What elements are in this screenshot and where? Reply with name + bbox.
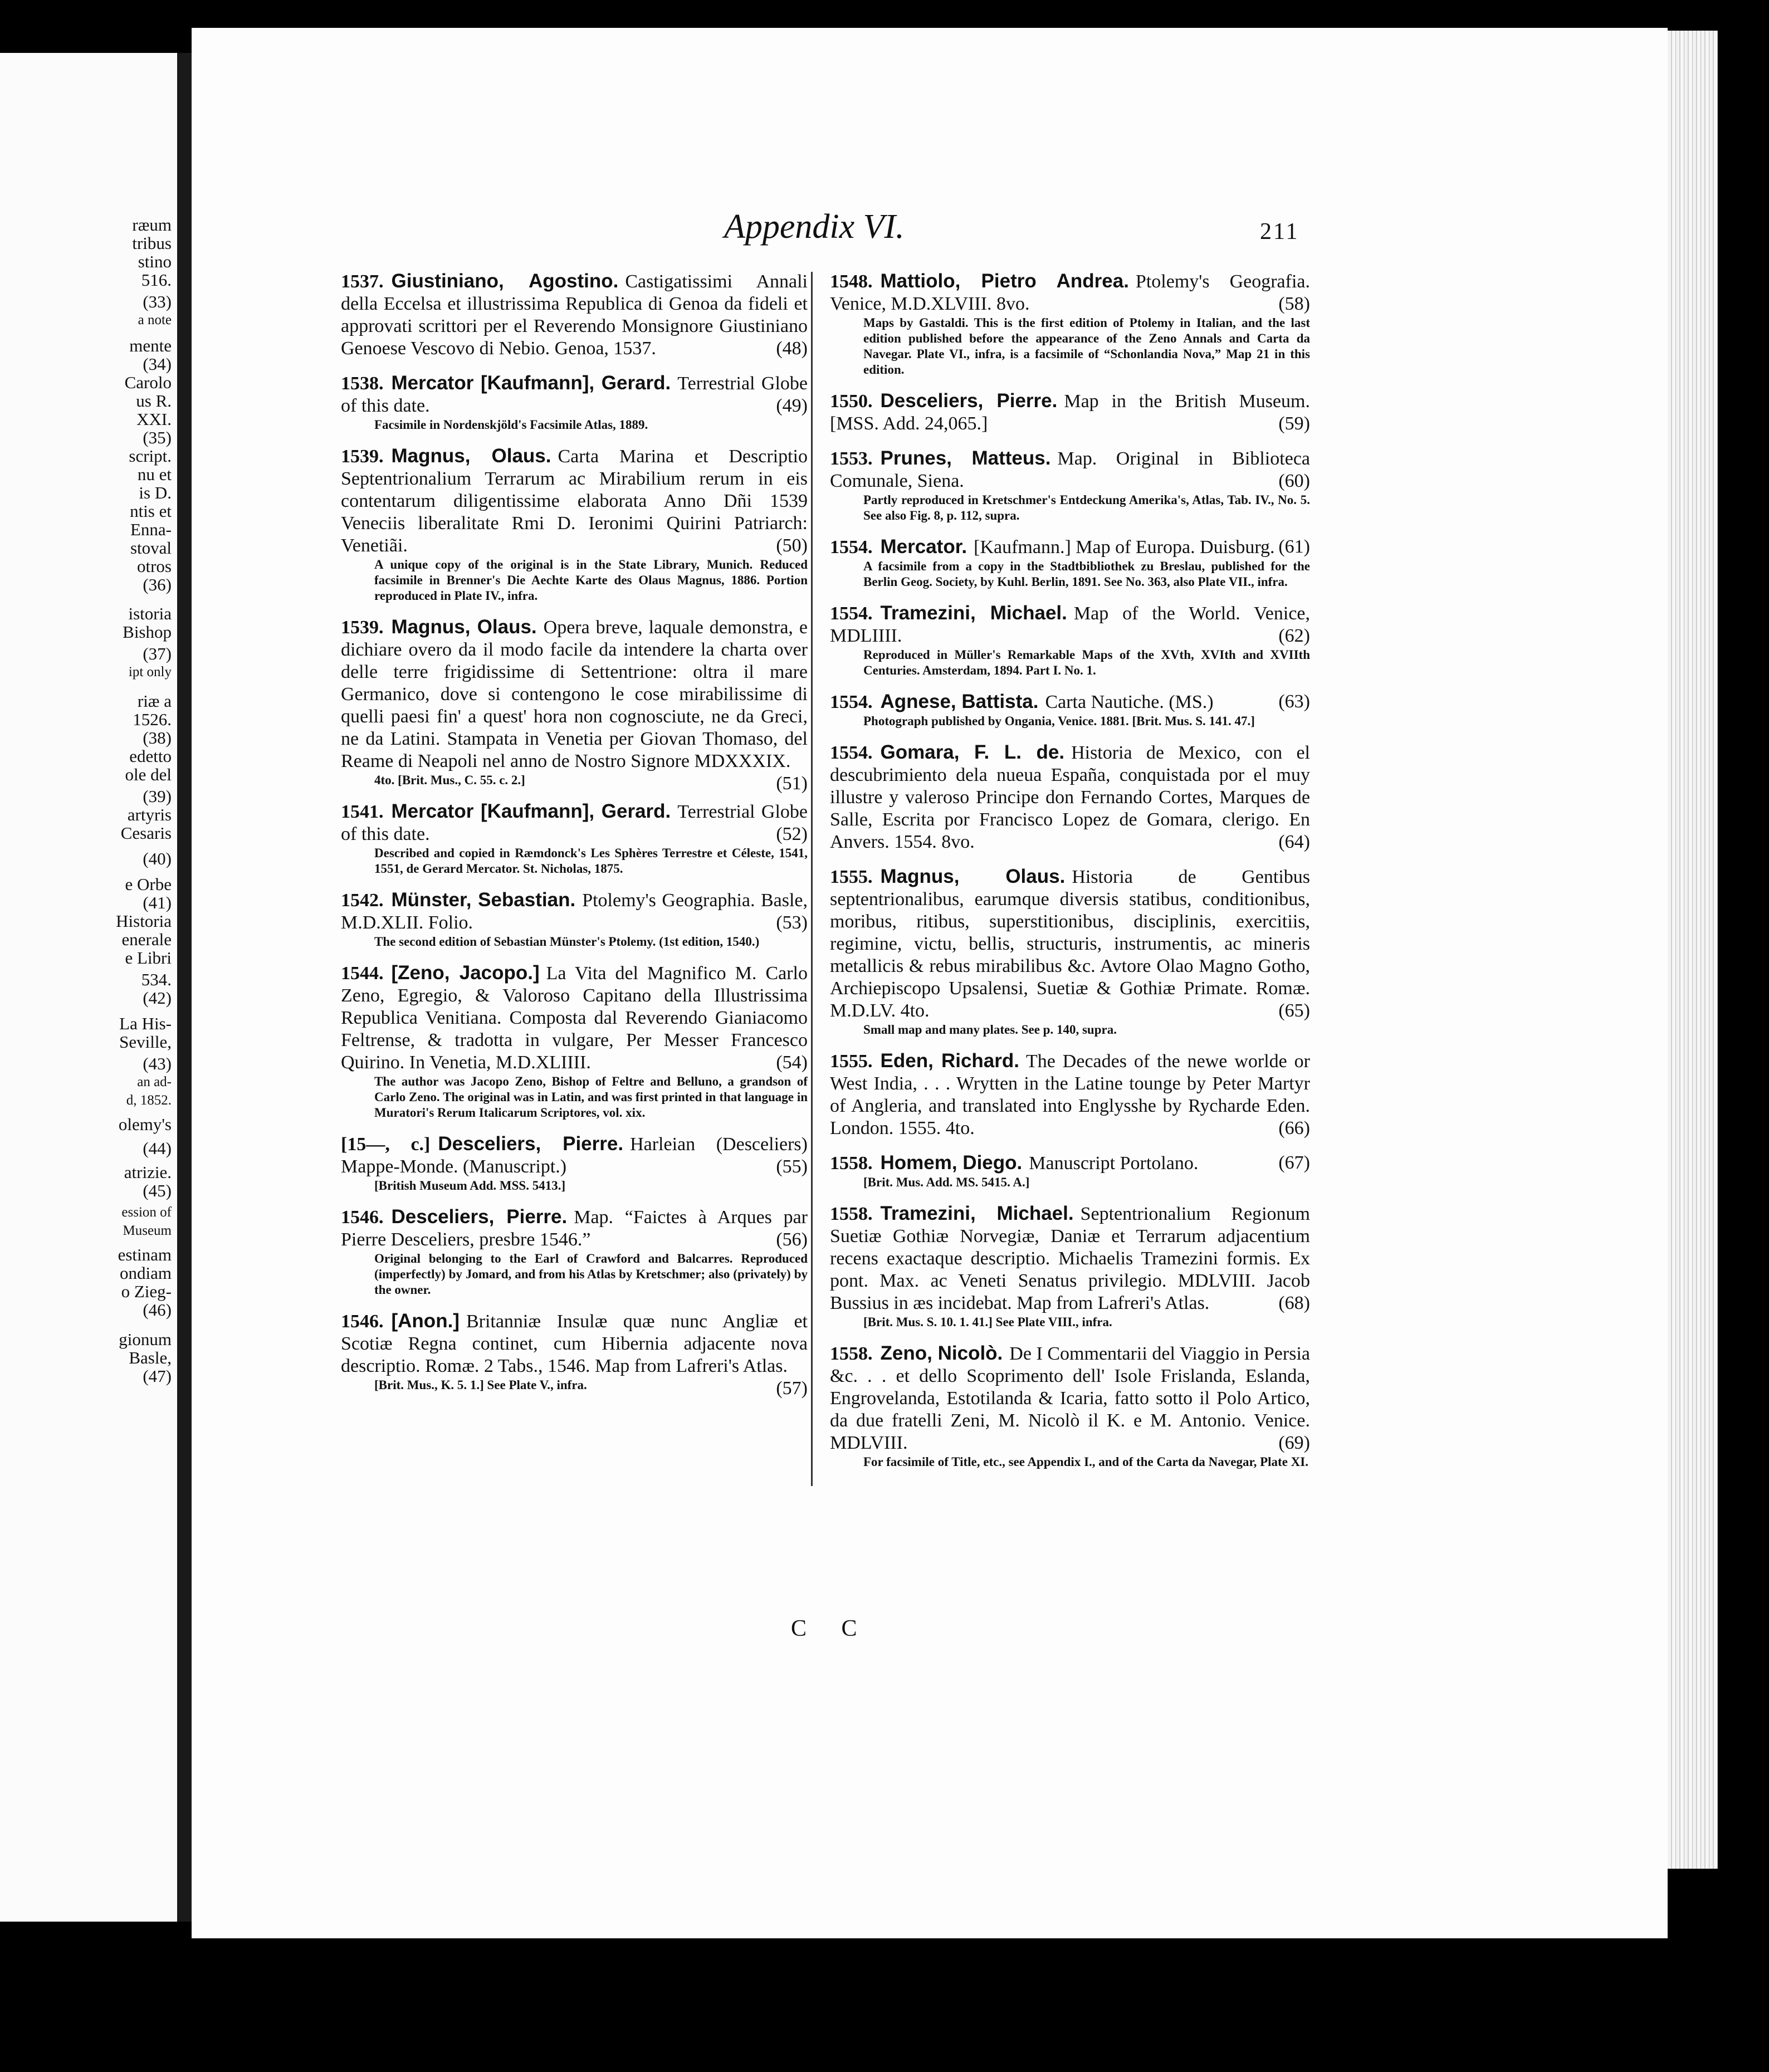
entry-year: 1541. — [341, 802, 384, 822]
entry-number: (59) — [1278, 413, 1310, 434]
entry-number: (50) — [776, 535, 808, 556]
entry-note: Maps by Gastaldi. This is the first edition of Ptolemy in Italian, and the last edition published before the appearance of the Zeno Annals and Carta da Navegar. Plate VI., infra, is a facsimile of “Schonlandia Nova,” Map 21 in this edition. — [863, 316, 1310, 377]
bibliography-entry — [830, 1050, 1310, 1140]
facing-page-fragment: (38) — [143, 728, 172, 747]
facing-page-fragment: (36) — [143, 575, 172, 594]
entry-author: Mercator. — [880, 536, 967, 558]
entry-year: 1554. — [830, 742, 873, 763]
facing-page-fragment: (42) — [143, 988, 172, 1008]
entry-body — [830, 270, 1310, 315]
entry-body — [830, 447, 1310, 492]
entry-author: Münster, Sebastian. — [391, 889, 576, 911]
entry-note: A facsimile from a copy in the Stadtbibliothek zu Breslau, published for the Berlin Geog. Society, by Kuhl. Berlin, 1891. See No. 363, also Plate VII., infra. — [863, 559, 1310, 589]
entry-author: Magnus, Olaus. — [391, 445, 551, 467]
entry-number: (57) — [776, 1378, 808, 1399]
entry-number: (65) — [1278, 1000, 1310, 1021]
entry-number: (51) — [776, 773, 808, 794]
entry-number: (62) — [1278, 625, 1310, 646]
bibliography-entry — [341, 372, 808, 433]
entry-year: [15—, c.] — [341, 1134, 431, 1155]
entry-year: 1550. — [830, 391, 873, 412]
entry-year: 1554. — [830, 603, 873, 624]
facing-page-fragment: Museum — [123, 1223, 172, 1238]
entry-author: [Anon.] — [391, 1310, 460, 1332]
facing-page-fragment: ntis et — [130, 501, 172, 521]
entry-note: Reproduced in Müller's Remarkable Maps of the XVth, XVIth and XVIIth Centuries. Amsterdam, 1894. Part I. No. 1. — [863, 648, 1310, 677]
facing-page-fragment: o Zieg- — [121, 1282, 172, 1301]
entry-author: Desceliers, Pierre. — [880, 390, 1058, 412]
entry-number: (63) — [1278, 691, 1310, 712]
entry-note: Described and copied in Ræmdonck's Les Sphères Terrestre et Céleste, 1541, 1551, de Gerard Mercator. St. Nicholas, 1875. — [374, 846, 808, 876]
entry-author: Prunes, Matteus. — [880, 447, 1051, 469]
facing-page-fragment: 516. — [141, 270, 172, 290]
entry-text: Carta Nautiche. (MS.) — [1045, 692, 1214, 712]
entry-author: Homem, Diego. — [880, 1152, 1023, 1174]
facing-page-fragment: (44) — [143, 1138, 172, 1158]
entry-year: 1546. — [341, 1311, 384, 1332]
entry-author: Mercator [Kaufmann], Gerard. — [391, 800, 671, 822]
entry-year: 1548. — [830, 271, 873, 292]
facing-page-fragment: (46) — [143, 1300, 172, 1320]
entry-body — [830, 1203, 1310, 1314]
entry-year: 1558. — [830, 1153, 873, 1174]
facing-page-fragment: Enna- — [130, 520, 172, 539]
entry-number: (64) — [1278, 832, 1310, 852]
entry-body — [341, 1206, 808, 1251]
entry-body — [830, 866, 1310, 1022]
facing-page-fragment: Bishop — [123, 622, 172, 642]
facing-page-fragment: tribus — [132, 233, 172, 253]
bibliography-entry — [830, 270, 1310, 378]
entry-note: [Brit. Mus. Add. MS. 5415. A.] — [863, 1175, 1030, 1189]
page-stack-edge — [1668, 31, 1718, 1869]
facing-page-fragment: ondiam — [120, 1263, 172, 1283]
facing-page-fragment: ession of — [121, 1205, 172, 1220]
facing-page-fragment: stoval — [130, 538, 172, 558]
entry-author: Tramezini, Michael. — [880, 602, 1067, 624]
bibliography-entry — [830, 602, 1310, 678]
entry-text: [Kaufmann.] Map of Europa. Duisburg. — [974, 537, 1275, 558]
entry-author: Magnus, Olaus. — [880, 866, 1066, 887]
entry-text: Map of the World. Venice, MDLIIII. — [830, 603, 1311, 646]
entry-body — [830, 691, 1310, 714]
entry-number: (68) — [1278, 1293, 1310, 1313]
facing-page-fragment: enerale — [121, 930, 172, 949]
entry-note: Small map and many plates. See p. 140, supra. — [863, 1023, 1117, 1037]
entry-number: (60) — [1278, 471, 1310, 491]
entry-body — [830, 1152, 1310, 1175]
bibliography-entry — [341, 616, 808, 794]
entry-text: Manuscript Portolano. — [1029, 1153, 1199, 1174]
facing-page-fragment: (41) — [143, 893, 172, 912]
facing-page-fragment: stino — [138, 252, 172, 271]
entry-text: Ptolemy's Geographia. Basle, M.D.XLII. Folio. — [341, 890, 808, 933]
facing-page-fragment: atrizie. — [124, 1162, 172, 1182]
facing-page-fragment: (33) — [143, 292, 172, 311]
entry-body — [830, 1050, 1310, 1140]
entry-text: Britanniæ Insulæ quæ nunc Angliæ et Scotiæ Regna continet, cum Hibernia adjacente nova descriptio. Romæ. 2 Tabs., 1546. Map from Lafreri's Atlas. — [341, 1311, 808, 1376]
facing-page-fragment: otros — [137, 556, 172, 576]
facing-page-fragment: (43) — [143, 1054, 172, 1073]
facing-page-fragment: (39) — [143, 786, 172, 806]
bibliography-entry — [830, 447, 1310, 524]
entry-note: [Brit. Mus., K. 5. 1.] See Plate V., infra. — [374, 1378, 587, 1392]
facing-page-fragment: d, 1852. — [126, 1093, 172, 1108]
entry-text: Historia de Gentibus septentrionalibus, earumque diversis statibus, conditionibus, moribus, ritibus, superstitionibus, disciplinis, exercitiis, regimine, victu, bellis, structuris, instrumentis, ac mineris metallicis & rebus mirabilibus &c. Avtore Olao Magno Gotho, Archiepiscopo Upsalensi, Suetiæ & Gothiæ Primate. Romæ. M.D.LV. 4to. — [830, 867, 1311, 1021]
entry-body — [341, 372, 808, 417]
facing-page-fragment: is D. — [139, 483, 172, 502]
bibliography-entry — [341, 445, 808, 604]
bibliography-entry — [341, 1133, 808, 1194]
facing-page-fragment: an ad- — [137, 1074, 172, 1089]
entry-note: [Brit. Mus. S. 10. 1. 41.] See Plate VIII., infra. — [863, 1315, 1112, 1329]
bibliography-entry — [341, 962, 808, 1121]
entry-number: (53) — [776, 912, 808, 933]
entry-text: Opera breve, laquale demonstra, e dichiare overo da il modo facile da intendere la charta over delle terre frigidissime di Settentrione: oltra il mare Germanico, dove si contengono le cose mirabilissime di quelli paesi fin' a quest' hora non cognosciute, ne da Greci, ne da Latini. Stampata in Venetia per Giovan Thomaso, del Reame di Neapoli nel anno de Nostro Signore MDXXXIX. — [341, 617, 808, 771]
entry-body — [341, 1133, 808, 1178]
facing-page-fragment: (34) — [143, 354, 172, 374]
entry-note: [British Museum Add. MSS. 5413.] — [374, 1179, 566, 1193]
facing-page-fragment: (35) — [143, 428, 172, 447]
entry-number: (55) — [776, 1156, 808, 1177]
facing-page-fragment: ipt only — [128, 664, 172, 680]
entry-number: (66) — [1278, 1118, 1310, 1138]
bibliography-entry — [830, 1152, 1310, 1190]
entry-note: For facsimile of Title, etc., see Appendix I., and of the Carta da Navegar, Plate XI. — [863, 1455, 1308, 1469]
entry-number: (49) — [776, 395, 808, 416]
entry-text: La Vita del Magnifico M. Carlo Zeno, Egregio, & Valoroso Capitano della Illustrissima Republica Venitiana. Composta dal Reverendo Gianiacomo Feltrense, & tradotta in vulgare, Per Messer Francesco Quirino. In Venetia, M.D.XLIIII. — [341, 963, 808, 1073]
entry-number: (48) — [776, 338, 808, 359]
facing-page-fragment: (40) — [143, 849, 172, 868]
entry-author: Mattiolo, Pietro Andrea. — [880, 270, 1129, 292]
entry-year: 1537. — [341, 271, 384, 292]
facing-page-fragment: ole del — [125, 765, 172, 784]
entry-number: (67) — [1278, 1152, 1310, 1173]
entry-body — [830, 390, 1310, 435]
bibliography-entry — [830, 866, 1310, 1038]
entry-author: Desceliers, Pierre. — [391, 1206, 568, 1228]
entry-note: The author was Jacopo Zeno, Bishop of Feltre and Belluno, a grandson of Carlo Zeno. The original was in Latin, and was first printed in that language in Muratori's Rerum Italicarum Scriptores, vol. xix. — [374, 1074, 808, 1120]
entry-text: The Decades of the newe worlde or West India, . . . Wrytten in the Latine tounge by Peter Martyr of Angleria, and translated into Englysshe by Rycharde Eden. London. 1555. 4to. — [830, 1051, 1310, 1138]
entry-number: (52) — [776, 824, 808, 844]
entry-year: 1538. — [341, 373, 384, 394]
entry-text: Map in the British Museum. [MSS. Add. 24,065.] — [830, 391, 1310, 434]
book-gutter — [177, 53, 192, 1922]
entry-text: Map. Original in Biblioteca Comunale, Siena. — [830, 448, 1311, 491]
entry-number: (69) — [1278, 1433, 1310, 1453]
entry-note: Partly reproduced in Kretschmer's Entdeckung Amerika's, Atlas, Tab. IV., No. 5. See also Fig. 8, p. 112, supra. — [863, 493, 1310, 522]
facing-page-fragment: Basle, — [129, 1348, 172, 1367]
entry-number: (54) — [776, 1052, 808, 1073]
facing-page-fragment: olemy's — [118, 1115, 172, 1134]
entry-text: Harleian (Desceliers) Mappe-Monde. (Manuscript.) — [341, 1134, 808, 1177]
entry-year: 1542. — [341, 890, 384, 911]
bibliography-entry — [830, 741, 1310, 853]
facing-page-fragment: mente — [129, 336, 172, 355]
facing-page-fragment: Cesaris — [120, 823, 172, 843]
entry-note: Photograph published by Ongania, Venice. 1881. [Brit. Mus. S. 141. 47.] — [863, 714, 1255, 728]
column-divider — [811, 272, 813, 1486]
entry-year: 1554. — [830, 692, 873, 712]
entry-author: Zeno, Nicolò. — [880, 1342, 1003, 1364]
entry-year: 1544. — [341, 963, 384, 984]
entry-body — [341, 889, 808, 934]
facing-page-fragment: artyris — [127, 805, 172, 824]
facing-page-fragment: estinam — [118, 1245, 172, 1264]
entry-text: Map. “Faictes à Arques par Pierre Desceliers, presbre 1546.” — [341, 1207, 808, 1250]
entry-year: 1539. — [341, 617, 384, 638]
entry-author: Eden, Richard. — [880, 1050, 1019, 1072]
facing-page-fragment: edetto — [129, 746, 172, 766]
entry-note: Facsimile in Nordenskjöld's Facsimile Atlas, 1889. — [374, 418, 648, 432]
facing-page-fragment: e Libri — [125, 948, 172, 967]
facing-page-fragment: nu et — [137, 465, 172, 484]
entry-text: Septentrionalium Regionum Suetiæ Gothiæ Norvegiæ, Daniæ et Terrarum adjacentium recens exactaque descriptio. Michaelis Tramezini formis. Ex pont. Max. ac Veneti Senatus privilegio. MDLVIII. Jacob Bussius in æs incidebat. Map from Lafreri's Atlas. — [830, 1204, 1310, 1313]
entry-author: Tramezini, Michael. — [880, 1203, 1074, 1224]
left-column — [341, 270, 808, 1405]
entry-body — [830, 1342, 1310, 1454]
entry-body — [830, 741, 1310, 853]
entry-note: 4to. [Brit. Mus., C. 55. c. 2.] — [374, 773, 525, 787]
bibliography-entry — [830, 536, 1310, 590]
facing-page-fragment: Historia — [116, 911, 172, 931]
facing-page-fragment: 1526. — [133, 710, 172, 729]
entry-author: [Zeno, Jacopo.] — [391, 962, 540, 984]
bibliography-entry — [341, 800, 808, 877]
facing-page-fragment: ræum — [132, 215, 172, 234]
bibliography-entry — [830, 1203, 1310, 1330]
left-page-edge — [0, 53, 177, 1922]
entry-body — [341, 270, 808, 360]
entry-body — [830, 602, 1310, 647]
entry-author: Mercator [Kaufmann], Gerard. — [391, 372, 671, 394]
entry-note: The second edition of Sebastian Münster's Ptolemy. (1st edition, 1540.) — [374, 935, 760, 949]
entry-text: Historia de Mexico, con el descubrimiento dela nueua España, conquistada por el muy illustre y valeroso Principe don Fernando Cortes, Marques de Salle, Escrita por Francisco Lopez de Gomara, clerigo. En Anvers. 1554. 8vo. — [830, 742, 1310, 852]
bibliography-entry — [341, 1206, 808, 1298]
facing-page-fragment: Carolo — [124, 373, 172, 392]
entry-author: Magnus, Olaus. — [391, 616, 537, 638]
bibliography-entry — [341, 889, 808, 950]
entry-body — [341, 962, 808, 1074]
entry-text: Carta Marina et Descriptio Septentrionalium Terrarum ac Mirabilium rerum in eis contentarum diligentissime elaborata Anno Dñi 1539 Veneciis liberalitate Rmi D. Ieronimi Quirini Patriarch: Venetiãi. — [341, 446, 808, 556]
page-number: 211 — [1260, 219, 1299, 245]
facing-page-fragment: XXI. — [136, 409, 172, 429]
entry-text: Terrestrial Globe of this date. — [341, 373, 808, 416]
entry-year: 1554. — [830, 537, 873, 558]
entry-number: (58) — [1278, 294, 1310, 314]
entry-body — [830, 536, 1310, 559]
entry-year: 1558. — [830, 1204, 873, 1224]
bibliography-entry — [341, 1310, 808, 1399]
facing-page-fragment: (45) — [143, 1181, 172, 1200]
entry-year: 1558. — [830, 1343, 873, 1364]
entry-body — [341, 445, 808, 557]
facing-page-fragment: gionum — [119, 1330, 172, 1349]
entry-author: Agnese, Battista. — [880, 691, 1039, 712]
bibliography-entry — [830, 390, 1310, 435]
facing-page-fragment: us R. — [136, 391, 172, 411]
bibliography-entry — [341, 270, 808, 360]
facing-page-fragment: riæ a — [137, 691, 172, 711]
facing-page-fragment: a note — [138, 312, 172, 328]
facing-page-fragment: e Orbe — [125, 874, 172, 894]
entry-year: 1539. — [341, 446, 384, 467]
entry-number: (61) — [1278, 536, 1310, 557]
bibliography-entry — [830, 691, 1310, 729]
entry-year: 1546. — [341, 1207, 384, 1228]
entry-text: Terrestrial Globe of this date. — [341, 802, 808, 844]
bibliography-entry — [830, 1342, 1310, 1470]
entry-year: 1553. — [830, 448, 873, 469]
entry-body — [341, 800, 808, 846]
entry-author: Gomara, F. L. de. — [880, 741, 1065, 763]
facing-page-fragment: Seville, — [119, 1032, 172, 1052]
entry-text: Ptolemy's Geografia. Venice, M.D.XLVIII. 8vo. — [830, 271, 1310, 314]
page-header-title: Appendix VI. — [724, 208, 905, 246]
signature-mark: C C — [791, 1616, 872, 1641]
facing-page-fragment: istoria — [128, 604, 172, 623]
right-column — [830, 270, 1310, 1482]
facing-page-fragment: (37) — [143, 644, 172, 663]
entry-year: 1555. — [830, 1051, 873, 1072]
entry-year: 1555. — [830, 867, 873, 887]
facing-page-fragment: La His- — [119, 1014, 172, 1033]
entry-author: Giustiniano, Agostino. — [391, 270, 619, 292]
facing-page-fragment: (47) — [143, 1366, 172, 1386]
entry-note: Original belonging to the Earl of Crawford and Balcarres. Reproduced (imperfectly) by Jomard, and from his Atlas by Kretschmer; also (privately) by the owner. — [374, 1252, 808, 1297]
facing-page-fragment: script. — [129, 446, 172, 466]
entry-text: De I Commentarii del Viaggio in Persia &c. . . et dello Scoprimento dell' Isole Frislanda, Eslanda, Engrovelanda, Estotilanda & Icaria, fatto sotto il Polo Artico, da due fratelli Zeni, M. Nicolò il K. e M. Antonio. Venice. MDLVIII. — [830, 1343, 1310, 1453]
entry-number: (56) — [776, 1229, 808, 1250]
facing-page-fragment: 534. — [141, 970, 172, 989]
entry-note: A unique copy of the original is in the State Library, Munich. Reduced facsimile in Brenner's Die Aechte Karte des Olaus Magnus, 1886. Portion reproduced in Plate IV., infra. — [374, 558, 808, 603]
entry-text: Castigatissimi Annali della Eccelsa et illustrissima Republica di Genoa da fideli et approvati scrittori per el Reverendo Monsignore Giustiniano Genoese Vescovo di Nebio. Genoa, 1537. — [341, 271, 808, 359]
entry-author: Desceliers, Pierre. — [438, 1133, 624, 1155]
